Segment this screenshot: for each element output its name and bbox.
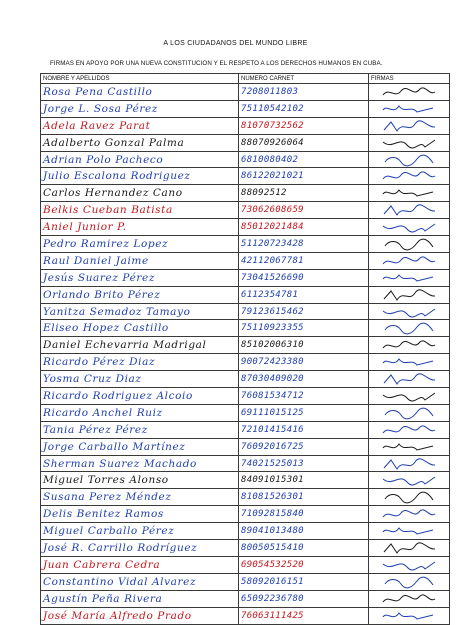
handwritten-signature (379, 136, 439, 150)
signer-name: Adalberto Gonzal Palma (41, 134, 239, 151)
signature-stroke (384, 121, 435, 131)
signature-stroke (383, 426, 435, 433)
signature-cell (369, 219, 450, 236)
signer-name: Miguel Carballo Pérez (41, 523, 239, 540)
signature-stroke (383, 309, 435, 317)
signature-stroke (384, 205, 435, 215)
handwritten-signature (379, 305, 439, 319)
handwritten-signature (379, 541, 439, 555)
signature-stroke (383, 562, 435, 570)
signer-name: Adela Ravez Parat (41, 117, 239, 134)
signature-stroke (383, 224, 435, 232)
signature-stroke (383, 393, 435, 401)
table-row (41, 421, 450, 438)
carnet-number: 71092815840 (239, 506, 369, 523)
column-header-name: NOMBRE Y APELLIDOS (41, 74, 239, 84)
table-row (41, 556, 450, 573)
signature-cell (369, 202, 450, 219)
signature-cell (369, 337, 450, 354)
signature-cell (369, 236, 450, 253)
table-row (41, 236, 450, 253)
signer-name: Sherman Suarez Machado (41, 455, 239, 472)
carnet-number: 81070732562 (239, 117, 369, 134)
table-row (41, 472, 450, 489)
table-row (41, 371, 450, 388)
table-row (41, 337, 450, 354)
carnet-number: 6810080402 (239, 151, 369, 168)
table-row (41, 303, 450, 320)
signature-cell (369, 117, 450, 134)
table-row (41, 489, 450, 506)
signature-cell (369, 523, 450, 540)
column-header-signature: FIRMAS (369, 74, 450, 84)
signer-name: Yosma Cruz Diaz (41, 371, 239, 388)
handwritten-signature (379, 220, 439, 234)
signature-cell (369, 472, 450, 489)
signature-stroke (383, 257, 435, 264)
signer-name: Belkis Cueban Batista (41, 202, 239, 219)
table-row (41, 286, 450, 303)
handwritten-signature (379, 440, 439, 454)
table-row (41, 269, 450, 286)
table-row (41, 404, 450, 421)
carnet-number: 7208011803 (239, 84, 369, 101)
signature-cell (369, 84, 450, 101)
carnet-number: 69054532520 (239, 556, 369, 573)
table-row (41, 84, 450, 101)
signature-cell (369, 303, 450, 320)
signature-stroke (383, 88, 435, 95)
page-title: A LOS CIUDADANOS DEL MUNDO LIBRE (163, 40, 308, 47)
carnet-number: 73062608659 (239, 202, 369, 219)
carnet-number: 79123615462 (239, 303, 369, 320)
signature-cell (369, 185, 450, 202)
handwritten-signature (379, 271, 439, 285)
handwritten-signature (379, 203, 439, 217)
carnet-number: 51120723428 (239, 236, 369, 253)
signer-name: Pedro Ramirez Lopez (41, 236, 239, 253)
handwritten-signature (379, 575, 439, 589)
carnet-number: 75110923355 (239, 320, 369, 337)
signature-stroke (383, 341, 435, 348)
signer-name: Susana Perez Méndez (41, 489, 239, 506)
signature-stroke (385, 155, 433, 166)
signature-cell (369, 320, 450, 337)
carnet-number: 80050515410 (239, 540, 369, 557)
table-row (41, 185, 450, 202)
handwritten-signature (379, 372, 439, 386)
signature-cell (369, 489, 450, 506)
signer-name: Agustín Peña Rivera (41, 590, 239, 607)
signature-cell (369, 506, 450, 523)
carnet-number: 88070926064 (239, 134, 369, 151)
signer-name: Ricardo Rodriguez Alcoio (41, 388, 239, 405)
carnet-number: 42112067781 (239, 252, 369, 269)
handwritten-signature (379, 457, 439, 471)
signature-cell (369, 354, 450, 371)
signature-stroke (383, 510, 435, 517)
table-row (41, 540, 450, 557)
table-row (41, 151, 450, 168)
carnet-number: 69111015125 (239, 404, 369, 421)
table-header-row (41, 74, 450, 84)
signature-stroke (383, 172, 435, 179)
signature-stroke (384, 289, 435, 299)
signature-stroke (383, 275, 433, 281)
signature-stroke (385, 239, 433, 250)
signature-stroke (385, 577, 433, 588)
signature-cell (369, 371, 450, 388)
signer-name: Raul Daniel Jaime (41, 252, 239, 269)
handwritten-signature (379, 609, 439, 623)
signer-name: Jesús Suarez Pérez (41, 269, 239, 286)
signer-name: Ricardo Pérez Diaz (41, 354, 239, 371)
signer-name: José María Alfredo Prado (41, 607, 239, 624)
table-row (41, 455, 450, 472)
signer-name: José R. Carrillo Rodríguez (41, 540, 239, 557)
signature-cell (369, 540, 450, 557)
carnet-number: 65092236780 (239, 590, 369, 607)
signer-name: Juan Cabrera Cedra (41, 556, 239, 573)
handwritten-signature (379, 237, 439, 251)
signature-cell (369, 607, 450, 624)
table-row (41, 590, 450, 607)
table-row (41, 354, 450, 371)
carnet-number: 76092016725 (239, 438, 369, 455)
handwritten-signature (379, 389, 439, 403)
handwritten-signature (379, 119, 439, 133)
table-row (41, 252, 450, 269)
handwritten-signature (379, 507, 439, 521)
signer-name: Ricardo Anchel Ruiz (41, 404, 239, 421)
signature-cell (369, 286, 450, 303)
signature-stroke (383, 595, 435, 602)
handwritten-signature (379, 85, 439, 99)
handwritten-signature (379, 558, 439, 572)
carnet-number: 58092016151 (239, 573, 369, 590)
signer-name: Eliseo Hopez Castillo (41, 320, 239, 337)
signature-stroke (383, 106, 433, 112)
carnet-number: 6112354781 (239, 286, 369, 303)
signature-table (40, 73, 450, 625)
table-row (41, 117, 450, 134)
signer-name: Constantino Vidal Alvarez (41, 573, 239, 590)
signer-name: Miguel Torres Alonso (41, 472, 239, 489)
signature-stroke (383, 444, 433, 450)
signature-cell (369, 556, 450, 573)
handwritten-signature (379, 321, 439, 335)
signer-name: Rosa Pena Castillo (41, 84, 239, 101)
signature-cell (369, 438, 450, 455)
handwritten-signature (379, 592, 439, 606)
signature-stroke (383, 477, 435, 485)
page-subtitle: FIRMAS EN APOYO POR UNA NUEVA CONSTITUCION Y EL RESPETO A LOS DERECHOS HUMANOS EN CUBA. (50, 60, 383, 67)
carnet-number: 89041013480 (239, 523, 369, 540)
carnet-number: 85012021484 (239, 219, 369, 236)
handwritten-signature (379, 102, 439, 116)
signature-cell (369, 100, 450, 117)
handwritten-signature (379, 406, 439, 420)
carnet-number: 73041526690 (239, 269, 369, 286)
carnet-number: 72101415416 (239, 421, 369, 438)
table-row (41, 320, 450, 337)
carnet-number: 85102006310 (239, 337, 369, 354)
signature-cell (369, 269, 450, 286)
signature-stroke (384, 374, 435, 384)
carnet-number: 84091015301 (239, 472, 369, 489)
handwritten-signature (379, 338, 439, 352)
signature-cell (369, 252, 450, 269)
handwritten-signature (379, 169, 439, 183)
handwritten-signature (379, 473, 439, 487)
signer-name: Jorge Carballo Martínez (41, 438, 239, 455)
signature-cell (369, 455, 450, 472)
table-row (41, 607, 450, 624)
signer-name: Julio Escalona Rodriguez (41, 168, 239, 185)
signer-name: Aniel Junior P. (41, 219, 239, 236)
signature-cell (369, 421, 450, 438)
signature-cell (369, 168, 450, 185)
signature-stroke (384, 543, 435, 553)
carnet-number: 74021525013 (239, 455, 369, 472)
handwritten-signature (379, 355, 439, 369)
table-row (41, 438, 450, 455)
signature-stroke (385, 324, 433, 335)
table-row (41, 168, 450, 185)
signer-name: Orlando Brito Pérez (41, 286, 239, 303)
carnet-number: 87030409020 (239, 371, 369, 388)
signature-stroke (383, 528, 433, 534)
signer-name: Yanitza Semadoz Tamayo (41, 303, 239, 320)
table-row (41, 388, 450, 405)
signer-name: Daniel Echevarria Madrigal (41, 337, 239, 354)
signature-stroke (383, 613, 433, 619)
table-row (41, 134, 450, 151)
signer-name: Tania Pérez Pérez (41, 421, 239, 438)
signature-cell (369, 151, 450, 168)
carnet-number: 76081534712 (239, 388, 369, 405)
column-header-carnet: NUMERO CARNET (239, 74, 369, 84)
handwritten-signature (379, 153, 439, 167)
handwritten-signature (379, 186, 439, 200)
handwritten-signature (379, 423, 439, 437)
signer-name: Delis Benitez Ramos (41, 506, 239, 523)
signature-cell (369, 388, 450, 405)
handwritten-signature (379, 490, 439, 504)
signature-stroke (383, 359, 433, 365)
handwritten-signature (379, 524, 439, 538)
signature-stroke (384, 458, 435, 468)
carnet-number: 86122021021 (239, 168, 369, 185)
carnet-number: 88092512 (239, 185, 369, 202)
signer-name: Carlos Hernandez Cano (41, 185, 239, 202)
signature-cell (369, 134, 450, 151)
signature-stroke (383, 140, 435, 148)
handwritten-signature (379, 254, 439, 268)
signer-name: Jorge L. Sosa Pérez (41, 100, 239, 117)
table-row (41, 202, 450, 219)
signature-stroke (385, 408, 433, 419)
table-row (41, 100, 450, 117)
signer-name: Adrian Polo Pacheco (41, 151, 239, 168)
signature-cell (369, 404, 450, 421)
handwritten-signature (379, 288, 439, 302)
carnet-number: 76063111425 (239, 607, 369, 624)
table-row (41, 506, 450, 523)
carnet-number: 90072423380 (239, 354, 369, 371)
signature-cell (369, 590, 450, 607)
carnet-number: 81081526301 (239, 489, 369, 506)
carnet-number: 75110542102 (239, 100, 369, 117)
signature-stroke (385, 492, 433, 503)
signature-stroke (383, 190, 433, 196)
table-row (41, 523, 450, 540)
table-row (41, 219, 450, 236)
